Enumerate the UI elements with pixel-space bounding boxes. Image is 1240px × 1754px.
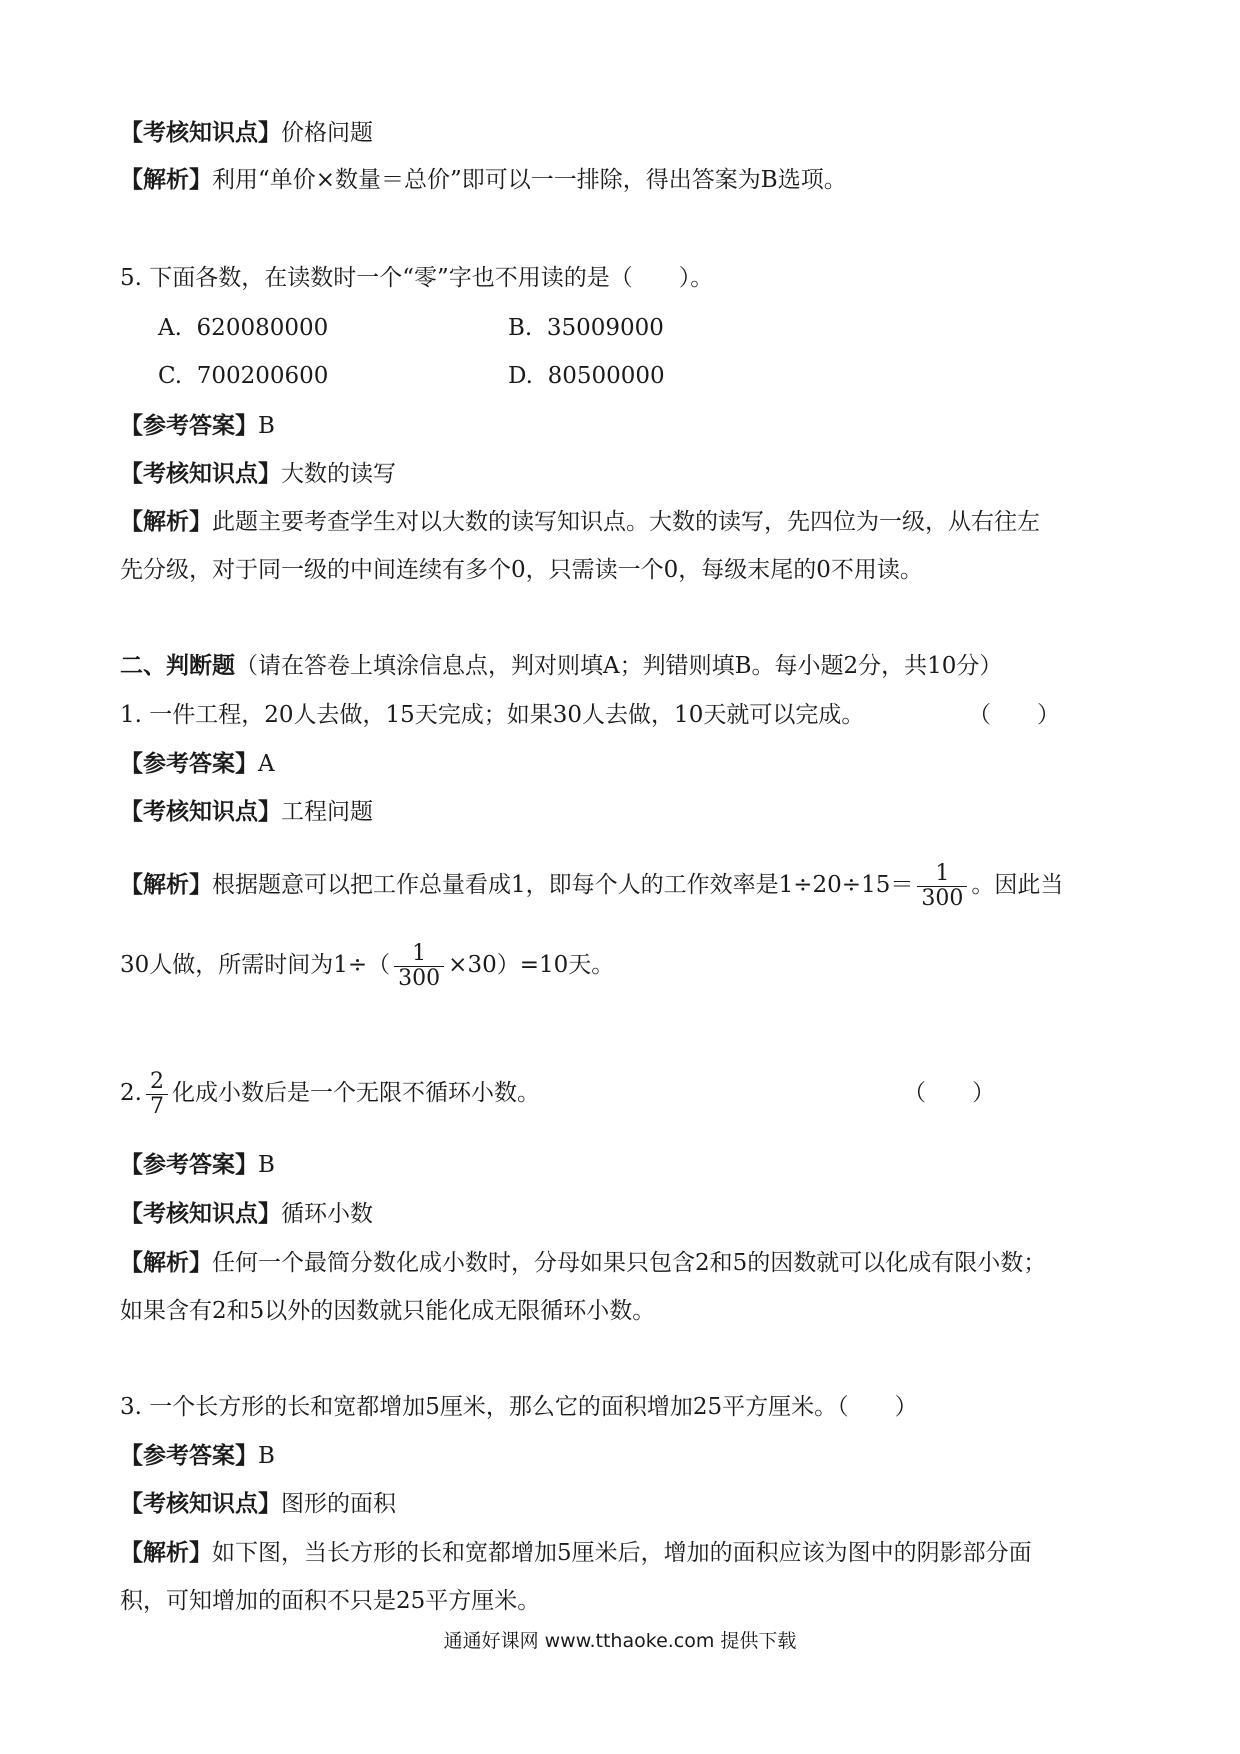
- analysis-label: 【解析】: [120, 872, 212, 898]
- knowledge-label: 【考核知识点】: [120, 1201, 281, 1227]
- fraction-numerator: 1: [412, 940, 427, 966]
- fraction-numerator: 1: [935, 860, 950, 886]
- j2-analysis-line-1: [120, 1245, 1046, 1281]
- knowledge-text: 大数的读写: [281, 461, 396, 487]
- j3-answer-line: [120, 1438, 275, 1474]
- option-value: 35009000: [546, 315, 664, 341]
- analysis-text: 30人做，所需时间为1÷（: [120, 952, 391, 978]
- fraction: [394, 942, 444, 991]
- analysis-label: 【解析】: [120, 1250, 212, 1276]
- knowledge-text: 工程问题: [281, 799, 373, 825]
- answer-text: B: [258, 1152, 275, 1178]
- answer-text: B: [258, 1443, 275, 1469]
- answer-text: B: [258, 413, 275, 439]
- j1-analysis-line-2: [120, 935, 614, 995]
- fraction-denominator: 7: [149, 1093, 164, 1119]
- fraction-numerator: 2: [149, 1068, 164, 1094]
- analysis-text: 根据题意可以把工作总量看成1，即每个人的工作效率是1÷20÷15＝: [212, 872, 914, 898]
- j3-question: 3. 一个长方形的长和宽都增加5厘米，那么它的面积增加25平方厘米。（ ）: [120, 1394, 918, 1420]
- fraction: [146, 1070, 168, 1119]
- j2-answer-line: [120, 1147, 275, 1183]
- q4-knowledge-line: [120, 115, 373, 151]
- q5-question: 5. 下面各数，在读数时一个“零”字也不用读的是（ ）。: [120, 265, 714, 291]
- j1-knowledge-line: [120, 794, 373, 830]
- answer-label: 【参考答案】: [120, 1443, 258, 1469]
- section2-heading: [120, 648, 1002, 684]
- analysis-label: 【解析】: [120, 167, 212, 193]
- option-label: B.: [508, 315, 533, 341]
- knowledge-label: 【考核知识点】: [120, 461, 281, 487]
- fraction-denominator: 300: [398, 965, 441, 991]
- q5-analysis-line-2: 先分级，对于同一级的中间连续有多个0，只需读一个0，每级末尾的0不用读。: [120, 557, 923, 583]
- q5-answer-line: [120, 408, 275, 444]
- j1-answer-paren: （ ）: [968, 702, 1060, 728]
- question-number: 2.: [120, 1080, 142, 1106]
- option-c: [158, 358, 328, 394]
- q4-analysis-line: [120, 162, 847, 198]
- option-value: 80500000: [547, 363, 665, 389]
- knowledge-label: 【考核知识点】: [120, 799, 281, 825]
- j3-analysis-line-2: 积，可知增加的面积不只是25平方厘米。: [120, 1588, 541, 1614]
- knowledge-text: 价格问题: [281, 120, 373, 146]
- question-text: 化成小数后是一个无限不循环小数。: [171, 1080, 540, 1106]
- j3-knowledge-line: [120, 1486, 396, 1522]
- fraction-denominator: 300: [921, 885, 964, 911]
- option-d: [508, 358, 665, 394]
- j2-answer-paren: （ ）: [903, 1080, 995, 1106]
- answer-label: 【参考答案】: [120, 751, 258, 777]
- analysis-text: ×30）=10天。: [448, 952, 615, 978]
- answer-text: A: [258, 751, 275, 777]
- analysis-label: 【解析】: [120, 509, 212, 535]
- q5-knowledge-line: [120, 456, 396, 492]
- q5-analysis-line-1: [120, 504, 1040, 540]
- analysis-label: 【解析】: [120, 1540, 212, 1566]
- fraction: [917, 862, 967, 911]
- section-title: 二、判断题: [120, 653, 235, 679]
- j2-analysis-line-2: 如果含有2和5以外的因数就只能化成无限循环小数。: [120, 1298, 656, 1324]
- option-value: 620080000: [196, 315, 329, 341]
- j1-question: 1. 一件工程，20人去做，15天完成；如果30人去做，10天就可以完成。: [120, 702, 865, 728]
- j2-question: [120, 1063, 540, 1123]
- analysis-text: 任何一个最简分数化成小数时，分母如果只包含2和5的因数就可以化成有限小数；: [212, 1250, 1047, 1276]
- option-b: [508, 310, 664, 346]
- option-value: 700200600: [196, 363, 329, 389]
- answer-label: 【参考答案】: [120, 413, 258, 439]
- knowledge-text: 循环小数: [281, 1201, 373, 1227]
- analysis-text: 。因此当: [971, 872, 1064, 898]
- j1-answer-line: [120, 746, 275, 782]
- j2-knowledge-line: [120, 1196, 373, 1232]
- analysis-text: 此题主要考查学生对以大数的读写知识点。大数的读写，先四位为一级，从右往左: [212, 509, 1040, 535]
- knowledge-label: 【考核知识点】: [120, 1491, 281, 1517]
- j1-analysis-line-1: [120, 855, 1063, 915]
- page-footer: 通通好课网 www.tthaoke.com 提供下载: [443, 1630, 797, 1652]
- analysis-text: 如下图，当长方形的长和宽都增加5厘米后，增加的面积应该为图中的阴影部分面: [212, 1540, 1032, 1566]
- knowledge-label: 【考核知识点】: [120, 120, 281, 146]
- option-label: A.: [158, 315, 182, 341]
- analysis-text: 利用“单价×数量＝总价”即可以一一排除，得出答案为B选项。: [212, 167, 847, 193]
- knowledge-text: 图形的面积: [281, 1491, 396, 1517]
- j3-analysis-line-1: [120, 1535, 1032, 1571]
- section-instruction: （请在答卷上填涂信息点，判对则填A；判错则填B。每小题2分，共10分）: [235, 653, 1003, 679]
- option-a: [158, 310, 328, 346]
- option-label: D.: [508, 363, 533, 389]
- option-label: C.: [158, 363, 183, 389]
- answer-label: 【参考答案】: [120, 1152, 258, 1178]
